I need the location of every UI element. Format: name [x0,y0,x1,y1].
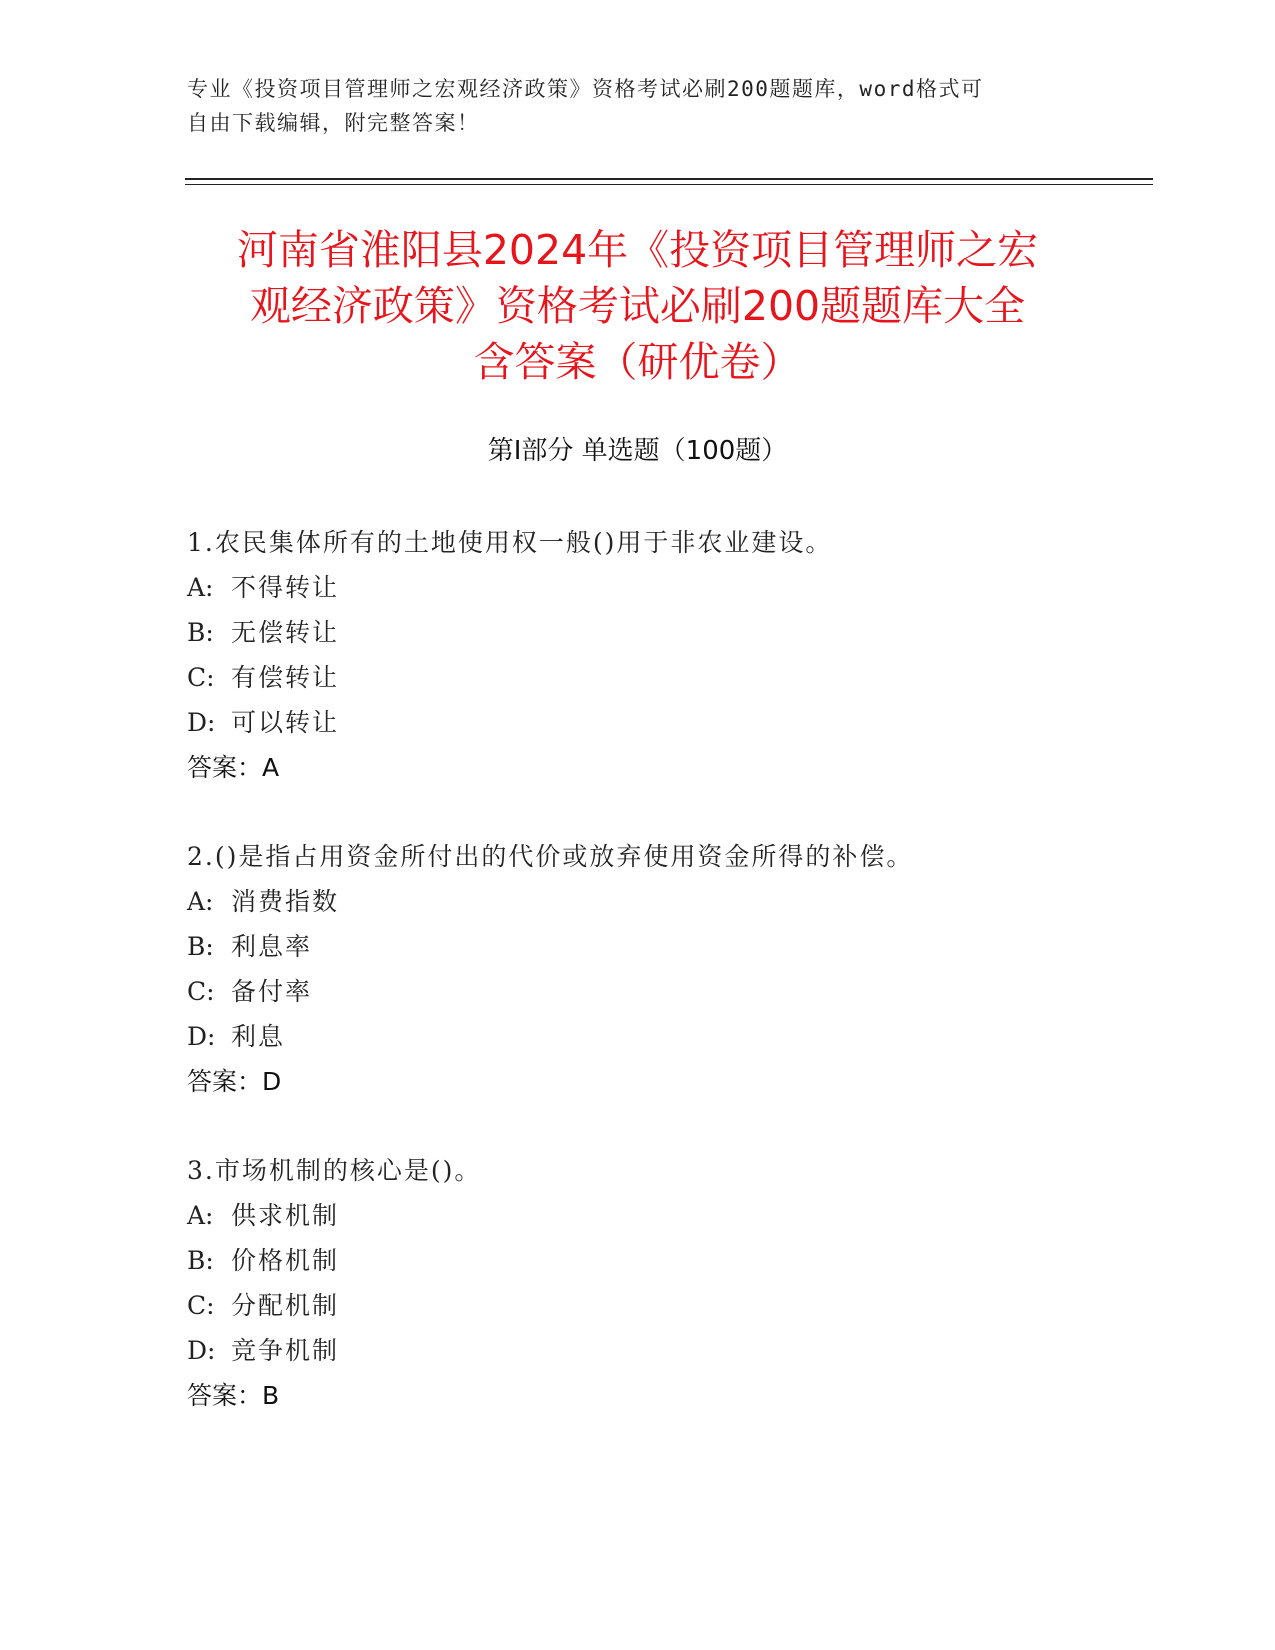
document-title [150,222,1125,390]
option-text: 有偿转让 [231,663,340,692]
option-d [187,1014,1147,1059]
option-text: 利息 [231,1022,286,1051]
question-2 [187,834,1147,1104]
option-text: 利息率 [231,932,313,961]
option-text: 无偿转让 [231,618,340,647]
option-letter: D: [187,1336,216,1365]
option-text: 不得转让 [231,573,340,602]
question-answer: 答案：D [187,1067,282,1096]
option-letter: A: [187,887,214,916]
option-letter: B: [187,1246,214,1275]
document-title-line-2: 观经济政策》资格考试必刷200题题库大全 [249,282,1026,330]
question-answer: 答案：B [187,1381,280,1410]
option-letter: A: [187,1201,214,1230]
option-a [187,1193,1147,1238]
option-b [187,610,1147,655]
option-c [187,655,1147,700]
question-text: 2.()是指占用资金所付出的代价或放弃使用资金所得的补偿。 [187,842,914,871]
option-text: 竞争机制 [231,1336,340,1365]
option-letter: A: [187,573,214,602]
option-letter: B: [187,618,214,647]
document-title-line-1: 河南省淮阳县2024年《投资项目管理师之宏 [236,226,1039,274]
section-title: 第Ⅰ部分 单选题（100题） [487,436,788,466]
option-text: 供求机制 [231,1201,340,1230]
document-title-line-3: 含答案（研优卷） [473,338,802,386]
option-c [187,1283,1147,1328]
option-letter: D: [187,708,216,737]
option-letter: C: [187,977,215,1006]
option-d [187,700,1147,745]
option-a [187,879,1147,924]
header-divider-thick [185,178,1153,180]
option-letter: C: [187,663,215,692]
option-d [187,1328,1147,1373]
option-text: 价格机制 [231,1246,340,1275]
option-text: 消费指数 [231,887,340,916]
question-1 [187,520,1147,790]
option-letter: B: [187,932,214,961]
option-b [187,924,1147,969]
option-b [187,1238,1147,1283]
question-list [187,520,1147,1462]
question-answer: 答案：A [187,753,280,782]
question-text: 1.农民集体所有的土地使用权一般()用于非农业建设。 [187,528,833,557]
option-letter: D: [187,1022,216,1051]
option-a [187,565,1147,610]
question-3 [187,1148,1147,1418]
option-c [187,969,1147,1014]
header-note [187,72,1067,140]
option-text: 可以转让 [231,708,340,737]
header-note-line-2: 自由下载编辑，附完整答案！ [187,111,480,135]
option-text: 备付率 [231,977,313,1006]
header-divider-thin [185,184,1153,185]
header-note-line-1: 专业《投资项目管理师之宏观经济政策》资格考试必刷200题题库，word格式可 [187,77,984,101]
option-letter: C: [187,1291,215,1320]
option-text: 分配机制 [231,1291,340,1320]
question-text: 3.市场机制的核心是()。 [187,1156,482,1185]
